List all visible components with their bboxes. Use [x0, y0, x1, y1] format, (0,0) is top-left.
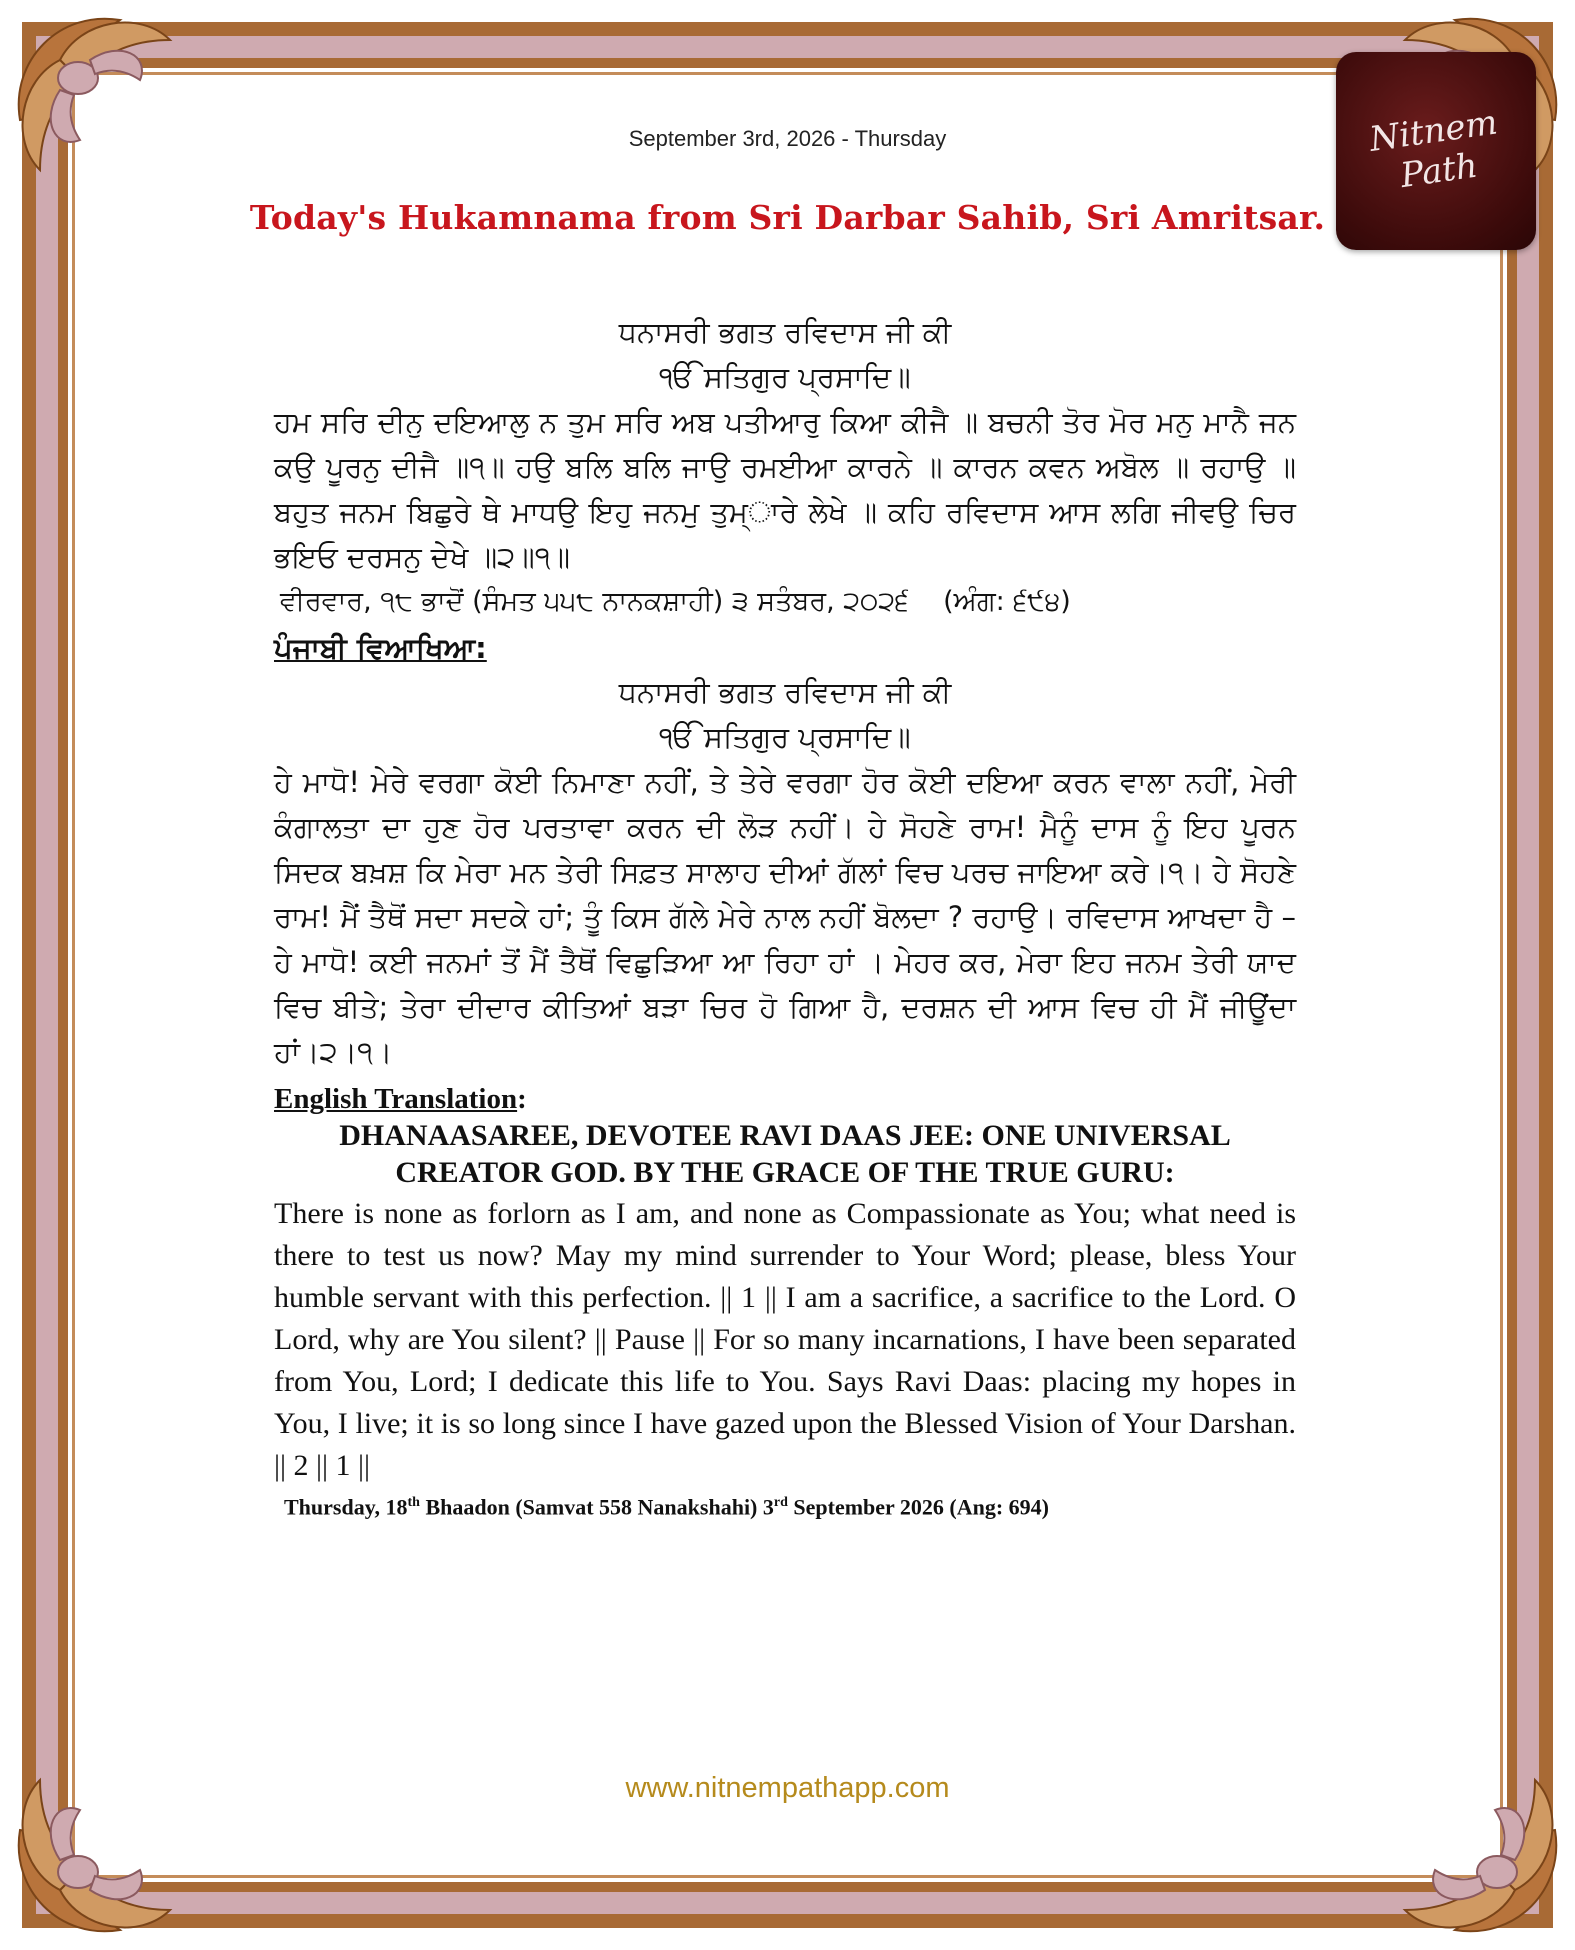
punjabi-explanation: ਹੇ ਮਾਧੋ! ਮੇਰੇ ਵਰਗਾ ਕੋਈ ਨਿਮਾਣਾ ਨਹੀਂ, ਤੇ ਤੇਰੇ ਵਰਗਾ ਹੋਰ ਕੋਈ ਦਇਆ ਕਰਨ ਵਾਲਾ ਨਹੀਂ, ਮੇਰੀ ਕੰਗਾਲਤਾ ਦਾ ਹੁਣ ਹੋਰ ਪਰਤਾਵਾ ਕਰਨ ਦੀ ਲੋੜ ਨਹੀਂ। ਹੇ ਸੋਹਣੇ ਰਾਮ! ਮੈਨੂੰ ਦਾਸ ਨੂੰ ਇਹ ਪੂਰਨ ਸਿਦਕ ਬਖ਼ਸ਼ ਕਿ ਮੇਰਾ ਮਨ ਤੇਰੀ ਸਿਫ਼ਤ ਸਾਲਾਹ ਦੀਆਂ ਗੱਲਾਂ ਵਿਚ ਪਰਚ ਜਾਇਆ ਕਰੇ।੧। ਹੇ ਸੋਹਣੇ ਰਾਮ! ਮੈਂ ਤੈਥੋਂ ਸਦਾ ਸਦਕੇ ਹਾਂ; ਤੂੰ ਕਿਸ ਗੱਲੇ ਮੇਰੇ ਨਾਲ ਨਹੀਂ ਬੋਲਦਾ ? ਰਹਾਉ। ਰਵਿਦਾਸ ਆਖਦਾ ਹੈ – ਹੇ ਮਾਧੋ! ਕਈ ਜਨਮਾਂ ਤੋਂ ਮੈਂ ਤੈਥੋਂ ਵਿਛੁੜਿਆ ਆ ਰਿਹਾ ਹਾਂ । ਮੇਹਰ ਕਰ, ਮੇਰਾ ਇਹ ਜਨਮ ਤੇਰੀ ਯਾਦ ਵਿਚ ਬੀਤੇ; ਤੇਰਾ ਦੀਦਾਰ ਕੀਤਿਆਂ ਬੜਾ ਚਿਰ ਹੋ ਗਿਆ ਹੈ, ਦਰਸ਼ਨ ਦੀ ਆਸ ਵਿਚ ਹੀ ਮੈਂ ਜੀਊਂਦਾ ਹਾਂ।੨।੧। — [274, 765, 1296, 1069]
english-date-part: September 2026 (Ang: 694) — [787, 1494, 1050, 1520]
english-caps-heading: DHANAASAREE, DEVOTEE RAVI DAAS JEE: ONE UNIVERSAL CREATOR GOD. BY THE GRACE OF THE TRUE GURU: — [339, 1119, 1231, 1189]
english-date-sup: rd — [773, 1495, 788, 1510]
hukamnama-content — [274, 310, 1296, 1523]
app-logo-text: Nitnem Path — [1366, 102, 1500, 196]
gurbani-mool-mantar: ੴ ਸਤਿਗੁਰ ਪ੍ਰਸਾਦਿ॥ — [659, 360, 911, 394]
english-date — [274, 1487, 1296, 1523]
english-date-part: Thursday, 18 — [284, 1494, 408, 1520]
gurbani-date: ਵੀਰਵਾਰ, ੧੮ ਭਾਦੋਂ (ਸੰਮਤ ੫੫੮ ਨਾਨਕਸ਼ਾਹੀ) ੩ ਸਤੰਬਰ, ੨੦੨੬ (ਅੰਗ: ੬੯੪) — [280, 586, 1071, 617]
english-section-label — [274, 1081, 1296, 1117]
punjabi-section-label: ਪੰਜਾਬੀ ਵਿਆਖਿਆ: — [274, 631, 487, 665]
gurbani-verse: ਹਮ ਸਰਿ ਦੀਨੁ ਦਇਆਲੁ ਨ ਤੁਮ ਸਰਿ ਅਬ ਪਤੀਆਰੁ ਕਿਆ ਕੀਜੈ ॥ ਬਚਨੀ ਤੋਰ ਮੋਰ ਮਨੁ ਮਾਨੈ ਜਨ ਕਉ ਪੂਰਨੁ ਦੀਜੈ ॥੧॥ ਹਉ ਬਲਿ ਬਲਿ ਜਾਉ ਰਮਈਆ ਕਾਰਨੇ ॥ ਕਾਰਨ ਕਵਨ ਅਬੋਲ ॥ ਰਹਾਉ ॥ ਬਹੁਤ ਜਨਮ ਬਿਛੁਰੇ ਥੇ ਮਾਧਉ ਇਹੁ ਜਨਮੁ ਤੁਮ੍ਾਰੇ ਲੇਖੇ ॥ ਕਹਿ ਰਵਿਦਾਸ ਆਸ ਲਗਿ ਜੀਵਉ ਚਿਰ ਭਇਓ ਦਰਸਨੁ ਦੇਖੇ ॥੨॥੧॥ — [274, 405, 1296, 574]
page-title: Today's Hukamnama from Sri Darbar Sahib, Sri Amritsar. — [249, 198, 1326, 237]
corner-bow-ornament — [0, 1720, 230, 1950]
english-date-part: Bhaadon (Samvat 558 Nanakshahi) 3 — [419, 1494, 774, 1520]
english-label-text: English Translation — [274, 1083, 518, 1115]
english-translation: There is none as forlorn as I am, and none as Compassionate as You; what need is there to test us now? May my mind surrender to Your Word; please, bless Your humble servant with this perfection. || 1 || I am a sacrifice, a sacrifice to the Lord. O Lord, why are You silent? || Pause || For so many incarnations, I have been separated from You, Lord; I dedicate this life to You. Says Ravi Daas: placing my hopes in You, I live; it is so long since I have gazed upon the Blessed Vision of Your Darshan. || 2 || 1 || — [274, 1197, 1296, 1482]
corner-bow-ornament — [0, 0, 230, 230]
gurbani-heading: ਧਨਾਸਰੀ ਭਗਤ ਰਵਿਦਾਸ ਜੀ ਕੀ — [618, 315, 952, 349]
english-date-sup: th — [407, 1495, 420, 1510]
punjabi-mool-mantar: ੴ ਸਤਿਗੁਰ ਪ੍ਰਸਾਦਿ॥ — [659, 720, 911, 754]
corner-bow-ornament — [1345, 1720, 1575, 1950]
website-link[interactable]: www.nitnempathapp.com — [625, 1772, 950, 1804]
punjabi-heading: ਧਨਾਸਰੀ ਭਗਤ ਰਵਿਦਾਸ ਜੀ ਕੀ — [618, 675, 952, 709]
english-label-colon: : — [517, 1083, 527, 1115]
date-line: September 3rd, 2026 - Thursday — [628, 126, 947, 151]
